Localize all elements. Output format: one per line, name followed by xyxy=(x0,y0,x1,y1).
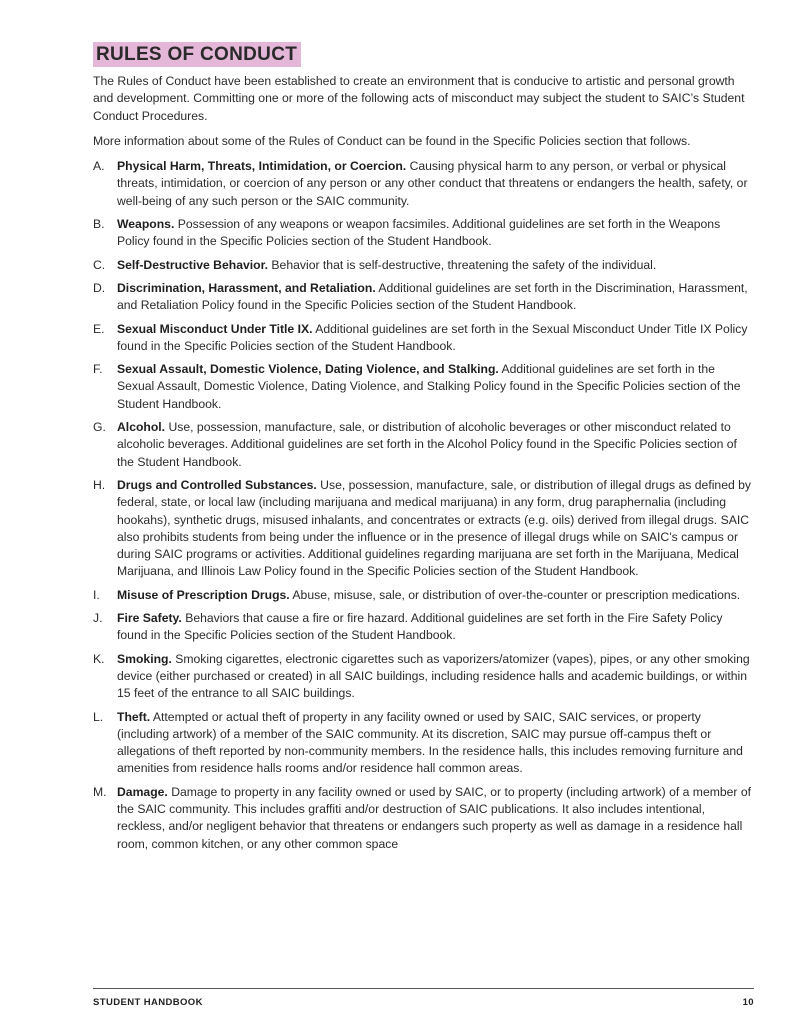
rule-letter: F. xyxy=(93,362,103,377)
rule-letter: L. xyxy=(93,709,104,724)
rule-heading: Physical Harm, Threats, Intimidation, or Coercion. xyxy=(117,159,407,174)
rule-heading: Weapons. xyxy=(117,217,175,232)
rule-text: Damage to property in any facility owned or used by SAIC, or to property (including artwork) of a member of the SAIC community. This includes graffiti and/or destruction of SAIC publications. It also includes intentional, reckless, and/or negligent behavior that threatens or endangers such property as well as damage in a residence hall room, common kitchen, or any other common space xyxy=(117,784,752,851)
page-title: RULES OF CONDUCT xyxy=(93,42,301,67)
rule-letter: C. xyxy=(93,257,106,272)
rule-letter: I. xyxy=(93,587,100,602)
rule-text: Causing physical harm to any person, or verbal or physical threats, intimidation, or coercion of any person or any other conduct that threatens or endangers the health, safety, or well-being of any such person or the SAIC community. xyxy=(117,159,748,208)
rule-item xyxy=(93,419,755,471)
rule-text: Use, possession, manufacture, sale, or distribution of illegal drugs as defined by federal, state, or local law (including marijuana and medical marijuana) in any form, drug paraphernalia (including hookahs), synthetic drugs, misused inhalants, and concentrates or extracts (e.g. oils) derived from illegal drugs. SAIC also prohibits students from being under the influence or in the presence of illegal drugs while on SAIC’s campus or during SAIC programs or activities. Additional guidelines regarding marijuana are set forth in the Marijuana, Medical Marijuana, and Illinois Law Policy found in the Specific Policies section of the Student Handbook. xyxy=(117,477,752,579)
rules-list xyxy=(93,158,755,853)
rule-text: Additional guidelines are set forth in the Sexual Misconduct Under Title IX Policy found in the Specific Policies section of the Student Handbook. xyxy=(117,321,748,353)
rule-letter: M. xyxy=(93,784,107,799)
rule-heading: Theft. xyxy=(117,709,151,724)
rule-text: Behaviors that cause a fire or fire hazard. Additional guidelines are set forth in the Fire Safety Policy found in the Specific Policies section of the Student Handbook. xyxy=(117,611,723,643)
rule-heading: Fire Safety. xyxy=(117,611,182,626)
rule-text: Behavior that is self-destructive, threatening the safety of the individual. xyxy=(268,257,657,272)
rule-item xyxy=(93,280,755,315)
rule-item xyxy=(93,321,755,356)
rule-letter: E. xyxy=(93,321,105,336)
page-content xyxy=(93,42,755,859)
page-footer xyxy=(93,997,754,1008)
rule-heading: Alcohol. xyxy=(117,420,166,435)
rule-heading: Sexual Misconduct Under Title IX. xyxy=(117,321,313,336)
rule-heading: Smoking. xyxy=(117,651,172,666)
rule-heading: Discrimination, Harassment, and Retaliation. xyxy=(117,280,376,295)
rule-text: Smoking cigarettes, electronic cigarettes such as vaporizers/atomizer (vapes), pipes, or any other smoking device (either purchased or created) in all SAIC buildings, including residence halls and academic buildings, or within 15 feet of the entrance to all SAIC buildings. xyxy=(117,651,750,701)
rule-item xyxy=(93,587,755,604)
rule-letter: A. xyxy=(93,159,105,174)
rule-item xyxy=(93,784,755,853)
rule-item xyxy=(93,216,755,251)
rule-item xyxy=(93,610,755,645)
rule-item xyxy=(93,257,755,274)
rule-text: Use, possession, manufacture, sale, or distribution of alcoholic beverages or other misconduct related to alcoholic beverages. Additional guidelines are set forth in the Alcohol Policy found in the Specific Policies section of the Student Handbook. xyxy=(117,420,737,469)
rule-letter: B. xyxy=(93,217,105,232)
footer-divider xyxy=(93,988,754,989)
rule-heading: Drugs and Controlled Substances. xyxy=(117,477,317,492)
rule-text: Attempted or actual theft of property in any facility owned or used by SAIC, SAIC services, or property (including artwork) of a member of the SAIC community. At its discretion, SAIC may pursue off-campus theft or allegations of theft reported by non-community members. In the residence halls, this includes removing furniture and amenities from residence halls rooms and/or residence hall common areas. xyxy=(117,709,743,776)
footer-title: STUDENT HANDBOOK xyxy=(93,997,203,1008)
rule-heading: Misuse of Prescription Drugs. xyxy=(117,587,290,602)
rule-item xyxy=(93,158,755,210)
rule-text: Possession of any weapons or weapon facsimiles. Additional guidelines are set forth in the Weapons Policy found in the Specific Policies section of the Student Handbook. xyxy=(117,217,721,249)
rule-heading: Self-Destructive Behavior. xyxy=(117,257,269,272)
intro-paragraph: More information about some of the Rules of Conduct can be found in the Specific Policies section that follows. xyxy=(93,133,691,148)
rule-letter: K. xyxy=(93,651,105,666)
rule-text: Additional guidelines are set forth in the Discrimination, Harassment, and Retaliation Policy found in the Specific Policies section of the Student Handbook. xyxy=(117,280,748,313)
rule-item xyxy=(93,361,755,413)
page-number: 10 xyxy=(742,997,754,1008)
rule-letter: D. xyxy=(93,280,106,295)
intro-paragraph: The Rules of Conduct have been established to create an environment that is conducive to artistic and personal growth and development. Committing one or more of the following acts of misconduct may subject the student to SAIC’s Student Conduct Procedures. xyxy=(93,74,745,123)
rule-heading: Sexual Assault, Domestic Violence, Dating Violence, and Stalking. xyxy=(117,362,499,377)
rule-letter: H. xyxy=(93,477,106,492)
rule-item xyxy=(93,477,755,581)
rule-letter: J. xyxy=(93,611,103,626)
rule-item xyxy=(93,709,755,778)
rule-text: Abuse, misuse, sale, or distribution of over-the-counter or prescription medications. xyxy=(289,587,741,602)
rule-text: Additional guidelines are set forth in the Sexual Assault, Domestic Violence, Dating Violence, and Stalking Policy found in the Specific Policies section of the Student Handbook. xyxy=(117,362,741,411)
rule-heading: Damage. xyxy=(117,784,168,799)
rule-letter: G. xyxy=(93,420,106,435)
rule-item xyxy=(93,651,755,703)
